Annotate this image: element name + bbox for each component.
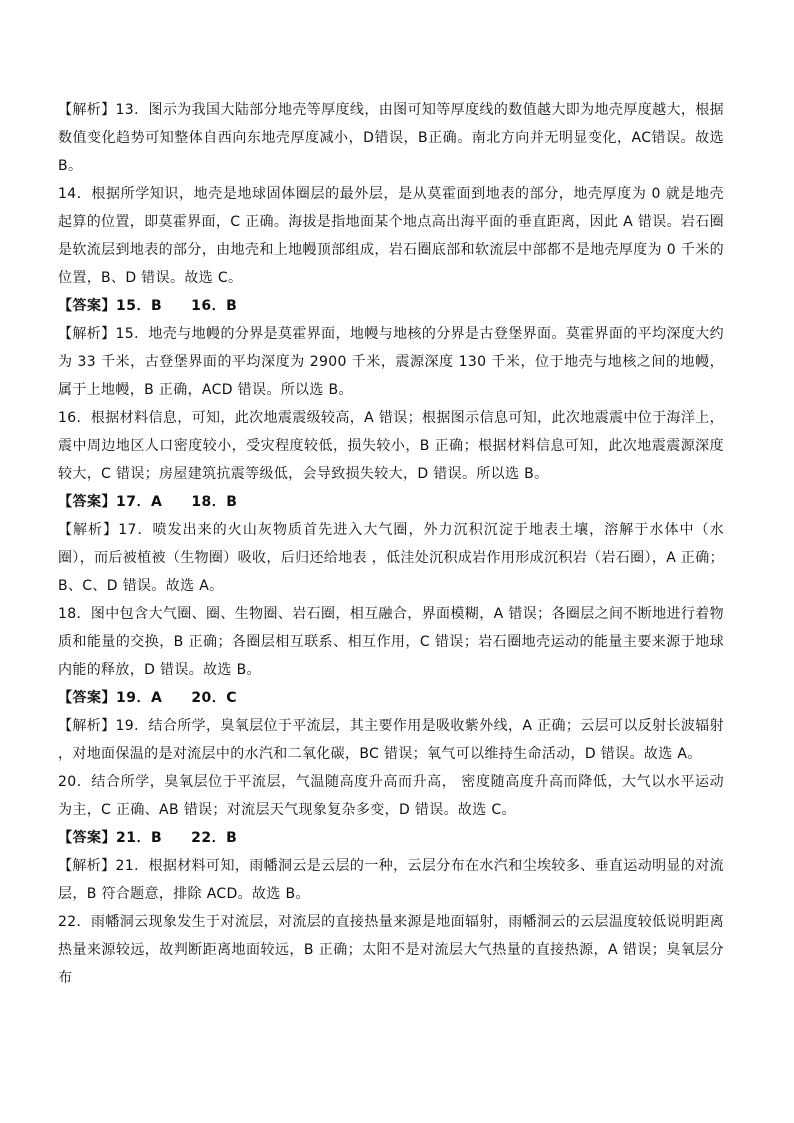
explanation-13: 【解析】13．图示为我国大陆部分地壳等厚度线，由图可知等厚度线的数值越大即为地壳厚度越大，根据数值变化趋势可知整体自西向东地壳厚度减小，D错误，B正确。南北方向并无明显变化，AC错误。故选B。 (58, 102, 724, 174)
answer-17-18: 【答案】17．A 18．B (58, 494, 238, 510)
answer-15-16: 【答案】15．B 16．B (58, 298, 238, 314)
explanation-20: 20．结合所学，臭氧层位于平流层，气温随高度升高而升高， 密度随高度升高而降低，大气以水平运动为主，C 正确、AB 错误；对流层天气现象复杂多变，D 错误。故选 C。 (58, 774, 724, 818)
explanation-18: 18．图中包含大气圈、圈、生物圈、岩石圈，相互融合，界面模糊，A 错误；各圈层之间不断地进行着物质和能量的交换，B 正确；各圈层相互联系、相互作用，C 错误；岩石圈地壳运动的能量主要来源于地球内能的释放，D 错误。故选 B。 (58, 606, 724, 678)
explanation-14: 14．根据所学知识，地壳是地球固体圈层的最外层，是从莫霍面到地表的部分，地壳厚度为 0 就是地壳起算的位置，即莫霍界面，C 正确。海拔是指地面某个地点高出海平面的垂直距离，因此 A 错误。岩石圈是软流层到地表的部分，由地壳和上地幔顶部组成，岩石圈底部和软流层中部都不是地壳厚度为 0 千米的位置，B、D 错误。故选 C。 (58, 186, 724, 286)
explanation-15: 【解析】15．地壳与地幔的分界是莫霍界面，地幔与地核的分界是古登堡界面。莫霍界面的平均深度大约为 33 千米，古登堡界面的平均深度为 2900 千米，震源深度 130 千米，位于地壳与地核之间的地幔，属于上地幔，B 正确，ACD 错误。所以选 B。 (58, 326, 724, 398)
explanation-22: 22．雨幡洞云现象发生于对流层，对流层的直接热量来源是地面辐射，雨幡洞云的云层温度较低说明距离热量来源较远，故判断距离地面较远，B 正确；太阳不是对流层大气热量的直接热源，A 错误；臭氧层分布 (58, 914, 724, 986)
explanation-17: 【解析】17．喷发出来的火山灰物质首先进入大气圈，外力沉积沉淀于地表土壤，溶解于水体中（水圈），而后被植被（生物圈）吸收，后归还给地表 ，低洼处沉积成岩作用形成沉积岩（岩石圈），A 正确；B、C、D 错误。故选 A。 (58, 522, 724, 594)
explanation-16: 16．根据材料信息，可知，此次地震震级较高，A 错误；根据图示信息可知，此次地震震中位于海洋上，震中周边地区人口密度较小，受灾程度较低，损失较小，B 正确；根据材料信息可知，此次地震震源深度较大，C 错误；房屋建筑抗震等级低，会导致损失较大，D 错误。所以选 B。 (58, 410, 724, 482)
answer-19-20: 【答案】19．A 20．C (58, 690, 238, 706)
explanation-21: 【解析】21．根据材料可知，雨幡洞云是云层的一种，云层分布在水汽和尘埃较多、垂直运动明显的对流层，B 符合题意，排除 ACD。故选 B。 (58, 858, 724, 902)
explanation-19: 【解析】19．结合所学，臭氧层位于平流层，其主要作用是吸收紫外线，A 正确；云层可以反射长波辐射 ，对地面保温的是对流层中的水汽和二氧化碳，BC 错误；氧气可以维持生命活动，D 错误。故选 A。 (58, 718, 724, 762)
answer-21-22: 【答案】21．B 22．B (58, 830, 238, 846)
